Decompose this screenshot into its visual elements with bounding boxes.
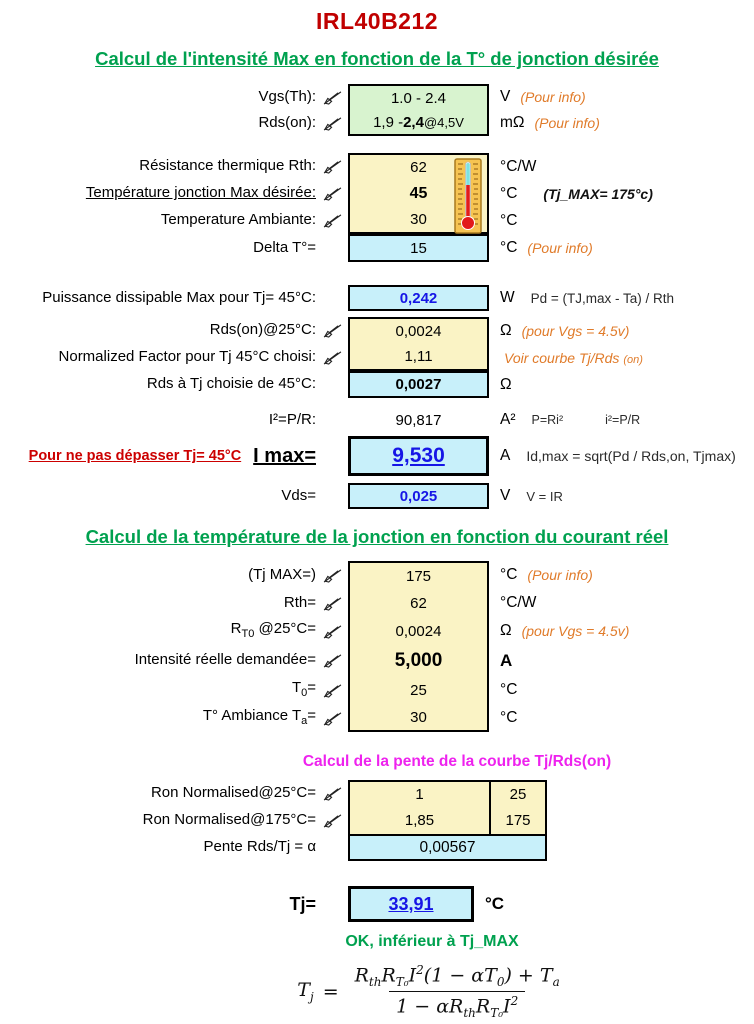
section1-header: Calcul de l'intensité Max en fonction de la T° de jonction désirée [95,48,659,69]
rt0-note: (pour Vgs = 4.5v) [521,623,630,639]
tj-result-value: 33,91 [388,893,434,914]
vgs-unit: V [500,88,511,105]
rds-row [0,110,754,136]
status-wrap [0,933,754,951]
tjmax-row [0,561,754,589]
p-max-formula-note: Pd = (TJ,max - Ta) / Rth [530,290,675,306]
ron25-value: 1 [415,786,424,803]
thermometer-icon [454,158,482,238]
t0-unit: °C [500,681,518,698]
delta-t-value: 15 [410,239,427,257]
no-edit-pen-icon [323,813,342,828]
rth-edit-icon-wrap [316,159,348,174]
t-ambiante-row [0,207,754,234]
vds-unit: V [500,487,511,504]
imax-value-cell[interactable] [348,436,489,476]
vgs-edit-icon-wrap [316,90,348,105]
vgs-value: 1.0 - 2.4 [390,89,447,107]
imax-warning: Pour ne pas dépasser Tj= 45°C [28,448,242,464]
vgs-value-cell[interactable] [348,84,489,110]
i2-label: I²=P/R: [268,410,316,428]
slope-value-cell[interactable] [348,834,547,861]
rds45-value: 0,0027 [395,376,442,393]
tj-desired-unit: °C [500,184,518,202]
p-max-unit: W [500,289,515,306]
vgs-row [0,84,754,110]
delta-t-note: (Pour info) [527,240,593,256]
tjmax-label: (Tj MAX=) [248,565,316,583]
i2-row [0,407,754,433]
formula-lhs [297,979,313,1004]
ron175-value-cell[interactable] [348,807,489,834]
i-real-row [0,645,754,676]
f-n1s: th [368,975,382,990]
t0-value-cell[interactable] [348,676,489,704]
ron25-value-cell[interactable] [348,780,489,807]
formula-denominator [389,991,525,1020]
vgs-rds-group [0,84,754,136]
t-ambiante-label: Temperature Ambiante: [160,211,316,229]
ta-edit-icon-wrap [316,711,348,726]
rds-edit-icon-wrap [316,116,348,131]
ta-label [0,708,316,727]
f-n5s: 0 [496,975,505,990]
rds-value-cell[interactable] [348,110,489,136]
i-real-value: 5,000 [394,649,443,671]
ron-table [0,780,754,861]
rds45-value-cell[interactable] [348,371,489,398]
formula-numerator [348,963,567,991]
tj-result-value-cell[interactable] [348,886,474,922]
i-real-value-cell[interactable] [348,645,489,676]
rth2-value: 62 [410,594,427,612]
f-n6: ) + [504,964,540,987]
imax-unit: A [500,447,511,464]
t0-label-pre: T [291,679,302,697]
f-d1: 1 − α [396,995,450,1018]
f-d3b: R [475,995,491,1018]
i-real-label: Intensité réelle demandée= [134,651,316,669]
tj-result-row [0,886,754,922]
no-edit-pen-icon [323,159,342,174]
vds-label: Vds= [281,486,316,504]
rth-value: 62 [410,159,427,176]
rt0-label-sub: T0 [241,628,255,641]
tjmax-value-cell[interactable] [348,561,489,589]
f-n5b: T [484,964,497,987]
tj-desired-value: 45 [409,184,428,202]
formula-fraction [348,963,567,1020]
ron25-temp-cell[interactable] [489,780,547,807]
slope-label: Pente Rds/Tj = α [203,838,316,856]
ron175-label: Ron Normalised@175°C= [142,811,316,829]
t-ambiante-unit: °C [500,211,518,229]
delta-t-label: Delta T°= [253,238,316,256]
imax-label: I max= [253,444,316,467]
ron175-row [0,807,754,834]
no-edit-pen-icon [323,323,342,338]
vgs-note: (Pour info) [520,89,586,105]
vds-note: V = IR [526,488,563,504]
rth-row [0,153,754,180]
rds-value-suffix: @4,5V [423,114,464,130]
norm-factor-label: Normalized Factor pour Tj 45°C choisi: [58,348,316,366]
f-n2b: R [381,964,396,987]
rt0-unit: Ω [500,622,512,639]
rds-label: Rds(on): [258,113,316,131]
f-n7s: a [552,975,560,990]
rds25-row [0,317,754,344]
t0-label-post: = [307,679,316,697]
no-edit-pen-icon [323,624,342,639]
ron175-temp-cell[interactable] [489,807,547,834]
delta-t-row [0,234,754,262]
vds-row [0,483,754,509]
rt0-edit-icon-wrap [316,624,348,639]
slope-row [0,834,754,861]
f-n7b: T [539,964,553,987]
i-real-edit-icon-wrap [316,653,348,668]
ron175-value: 1,85 [404,812,435,829]
imax-value: 9,530 [392,444,445,467]
ron25-temp: 25 [509,786,527,803]
no-edit-pen-icon [323,213,342,228]
no-edit-pen-icon [323,186,342,201]
status-text: OK, inférieur à Tj_MAX [345,933,519,950]
i2-value-cell[interactable] [348,407,489,433]
i2-value: 90,817 [395,411,442,429]
formula-equals: = [322,980,339,1003]
no-edit-pen-icon [323,568,342,583]
rds-unit: mΩ [500,114,525,131]
thermal-group [0,153,754,262]
tj-result-label: Tj= [289,893,316,914]
f-n1b: R [354,964,369,987]
rds25-value-cell[interactable] [348,317,489,344]
pente-header-wrap [0,753,754,771]
ron25-row [0,780,754,807]
ta-unit: °C [500,709,518,726]
t0-edit-icon-wrap [316,683,348,698]
rds25-label: Rds(on)@25°C: [209,321,316,339]
rds-note: (Pour info) [534,115,600,131]
vgs-label: Vgs(Th): [258,87,316,105]
tj-desired-label: Température jonction Max désirée: [85,184,316,202]
tjmax-unit: °C [500,566,518,583]
ta-row [0,704,754,732]
p-max-label: Puissance dissipable Max pour Tj= 45°C: [42,288,316,306]
norm-factor-note [500,350,643,366]
delta-t-unit: °C [500,239,518,256]
imax-row [0,436,754,476]
rth-value-cell[interactable] [348,153,489,180]
norm-factor-value-cell[interactable] [348,344,489,371]
tjmax-note: (Pour info) [527,567,593,583]
imax-label-wrap [0,445,316,468]
ron175-edit-icon-wrap [316,813,348,828]
formula-lhs-sub: j [309,990,314,1005]
f-d2s: th [463,1006,476,1021]
vds-value: 0,025 [399,487,438,505]
rth-unit: °C/W [500,157,537,175]
rds-value-pre: 1,9 - [373,113,404,131]
p-max-value: 0,242 [399,289,438,307]
rds45-row [0,371,754,398]
rds45-label: Rds à Tj choisie de 45°C: [146,375,316,393]
rt0-label [0,621,316,640]
t0-value: 25 [410,681,427,699]
norm-factor-value: 1,11 [404,348,433,365]
rth2-label: Rth= [283,593,316,611]
ta-label-post: = [307,707,316,725]
rt0-value-cell[interactable] [348,617,489,645]
rds-group [0,317,754,398]
page-title: IRL40B212 [315,8,439,34]
f-n4: (1 − α [423,964,485,987]
tjmax-value: 175 [405,567,432,585]
ron25-label: Ron Normalised@25°C= [150,784,316,802]
rth2-row [0,589,754,617]
tj-max-note: (Tj_MAX= 175°c) [543,185,653,202]
no-edit-pen-icon [323,711,342,726]
i2-note-2: i²=P/R [605,413,641,427]
rth2-unit: °C/W [500,594,537,611]
tj-result-unit: °C [485,894,505,913]
f-d2b: R [449,995,464,1018]
norm-factor-row [0,344,754,371]
section2-header: Calcul de la température de la jonction en fonction du courant réel [85,526,669,547]
slope-value: 0,00567 [419,838,476,856]
no-edit-pen-icon [323,116,342,131]
tjmax-edit-icon-wrap [316,568,348,583]
p-max-row [0,285,754,311]
i-real-unit: A [500,650,513,670]
no-edit-pen-icon [323,683,342,698]
no-edit-pen-icon [323,786,342,801]
rt0-value: 0,0024 [395,622,442,640]
junction-temp-group [0,561,754,732]
t-ambiante-value: 30 [410,211,427,228]
rds45-unit: Ω [500,375,512,393]
rds-value-bold: 2,4 [403,113,424,131]
vds-value-cell[interactable] [348,483,489,509]
no-edit-pen-icon [323,596,342,611]
rth2-value-cell[interactable] [348,589,489,617]
rt0-row [0,617,754,645]
ta-label-sub: a [301,715,308,728]
f-n3sup: 2 [416,963,424,977]
ta-value-cell[interactable] [348,704,489,732]
norm-factor-edit-icon-wrap [316,350,348,365]
tj-formula [297,963,566,1020]
formula-lhs-base: T [297,979,310,1002]
tj-desired-edit-icon-wrap [316,186,348,201]
rt0-label-pre: R [230,620,242,638]
rds25-unit: Ω [500,321,512,339]
norm-factor-note-main: Voir courbe Tj/Rds [504,349,620,366]
i2-unit: A² [500,411,516,428]
f-d3s: T₀ [490,1006,504,1021]
pente-header: Calcul de la pente de la courbe Tj/Rds(on) [302,753,612,770]
rth-label: Résistance thermique Rth: [139,157,316,175]
no-edit-pen-icon [323,653,342,668]
t0-row [0,676,754,704]
no-edit-pen-icon [323,90,342,105]
f-d4b: I [503,995,511,1018]
t0-label-sub: 0 [301,687,308,700]
f-d4sup: 2 [510,994,519,1009]
rds25-edit-icon-wrap [316,323,348,338]
ron175-temp: 175 [505,812,531,829]
imax-note: Id,max = sqrt(Pd / Rds,on, Tjmax) [526,448,736,464]
ta-label-pre: T° Ambiance T [202,707,302,725]
rds25-value: 0,0024 [395,323,442,340]
rds25-note: (pour Vgs = 4.5v) [521,322,630,339]
ta-value: 30 [410,708,427,726]
t0-label [0,680,316,699]
norm-factor-note-sub: (on) [623,353,643,366]
tj-desired-row [0,180,754,207]
f-n3b: I [408,964,417,987]
i2-note-1: P=Ri² [531,413,564,427]
rt0-label-post: @25°C= [254,620,316,638]
t-ambiante-edit-icon-wrap [316,213,348,228]
delta-t-value-cell[interactable] [348,234,489,262]
formula-wrap [0,963,754,1020]
p-max-value-cell[interactable] [348,285,489,311]
f-n2s: T₀ [395,975,409,990]
no-edit-pen-icon [323,350,342,365]
ron25-edit-icon-wrap [316,786,348,801]
rth2-edit-icon-wrap [316,596,348,611]
